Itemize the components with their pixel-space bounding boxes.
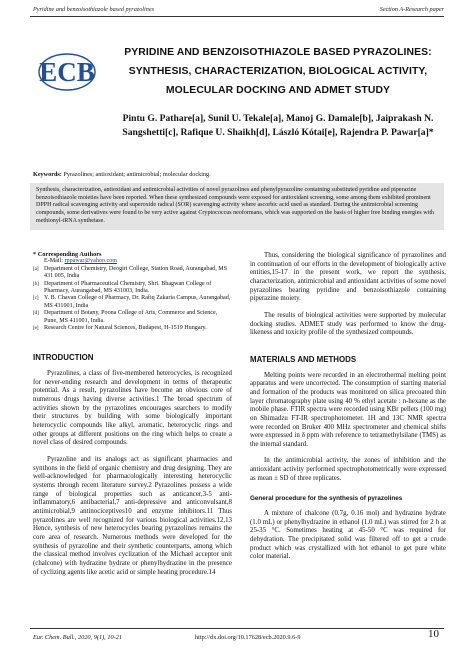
intro-paragraph: Pyrazolines, a class of five-membered heterocycles, is recognized for never-ending research and development in terms of therapeutic potential. As a result, pyrazolines have become an obvious core of numerous drugs having diverse activities.1 The broad spectrum of activities shown by the pyrazolines encourages searchers to modify their structures by building with some biologically important heterocyclic compounds like alkyl, aromatic, heterocyclic rings and other groups at different positions on the ring which helps to create a novel class of desired compounds. (33, 370, 232, 447)
abstract-box: Synthesis, characterization, antioxidant and antimicrobial activities of novel pyrazolines and phenylpyrazoline containing substituted pyridine and piperazine benzoisothiazole moieties have been reported. When these synthesized compounds were exposed for antioxidant screening, some among them exhibited prominent DPPH radical scavenging activity and superoxide radical (SOR) scavenging activity where ascorbic acid used as standard. During the antimicrobial screening compounds, some derivatives were found to be very active against Cryptococcus neoformans, which was supported on the basis of higher free binding energies with methionyl-tRNA synthetase. (30, 183, 444, 230)
methods-paragraph: In the antimicrobial activity, the zones of inhibition and the antioxidant activity performed spectrophotometrically were expressed as mean ± SD of three replicates. (250, 457, 446, 482)
correspondence-block (33, 251, 232, 332)
running-head-right: Section A-Research paper (379, 6, 444, 13)
title-line: PYRIDINE AND BENZOISOTHIAZOLE BASED PYRAZOLINES: (124, 47, 432, 58)
affiliation-item: [d] Department of Botany, Poona College of Arts, Commerce and Science, Pune, MS 411001, India. (33, 310, 218, 324)
affiliation-item: [e] Research Centre for Natural Sciences, Budapest, H-1519 Hungary. (33, 325, 207, 332)
header-rule (30, 16, 444, 17)
email-link[interactable]: rppawar@yahoo.com (64, 258, 117, 265)
page-number: 10 (428, 628, 439, 640)
author-line: Pintu G. Pathare[a], Sunil U. Tekale[a], Manoj G. Damale[b], Jaiprakash N. (122, 113, 434, 124)
keywords-text: Pyrazolines; antioxidant; antimicrobial; molecular docking. (63, 171, 211, 178)
correspondence-label: * Corresponding Authors (33, 251, 102, 258)
keywords (33, 171, 443, 178)
email-label: E-Mail: (44, 258, 63, 265)
procedure-paragraph: A mixture of chalcone (0.7g, 0.16 mol) and hydrazine hydrate (1.0 mL) or phenylhydrazine in ethanol (1.0 mL) was stirred for 2 h at 25-35 °C. Sometimes heating at 45-50 °C was required for dehydration. The precipitated solid was filtered off to get a crude product which was crystallized with hot ethanol to get pure white color material. (250, 510, 446, 561)
running-head-left: Pyridine and benzoisothiazole based pyrazolines (33, 6, 154, 13)
author-list (108, 112, 448, 140)
intro-paragraph: Pyrazoline and its analogs act as significant pharmacies and synthons in the field of organic chemistry and drug designing. They are well-acknowledged for pharmacologically interesting heterocyclic systems through recent literature survey.2 Pyrazolines possess a wide range of biological properties such as anticancer,3-5 anti-inflammatory,6 antibacterial,7 anti-depressive and anticonvulsant,8 antimicrobial,9 antinociceptives10 and enzyme inhibitors.11 Thus pyrazolines are well recognized for various biological activities.12,13 Hence, synthesis of new heterocycles bearing pyrazolines remains the core area of research. Numerous methods were developed for the synthesis of pyrazoline and their synthetic counterparts, among which the classical method involves cyclization of the Michael acceptor unit (chalcone) with hydrazine hydrate or phenylhydrazine in the presence of cyclizing agents like acetic acid or simple heating procedure.14 (33, 456, 232, 576)
left-column (33, 251, 232, 577)
journal-logo (37, 50, 97, 94)
author-line: Sangshetti[c], Rafique U. Shaikh[d], László Kótai[e], Rajendra P. Pawar[a]* (122, 127, 434, 138)
section-heading-methods: MATERIALS AND METHODS (250, 354, 357, 364)
footer-doi[interactable]: http://dx.doi.org/10.17628/ecb.2020.9.6-9 (195, 634, 301, 641)
footer-rule (30, 628, 444, 629)
title-line: SYNTHESIS, CHARACTERIZATION, BIOLOGICAL ACTIVITY, (128, 66, 428, 77)
body-paragraph: Thus, considering the biological significance of pyrazolines and in continuation of our efforts in the development of biologically active entities,15-17 in the present work, we report the synthesis, characterization, antimicrobial and antioxidant activities of some novel pyrazolines bearing pyridine and benzoisothiazole containing piperazine moiety. (250, 252, 446, 303)
subsection-heading: General procedure for the synthesis of pyrazolines (250, 495, 403, 503)
section-heading-introduction: INTRODUCTION (33, 353, 94, 363)
right-column (250, 252, 446, 562)
affiliation-item: [c] Y. B. Chavan College of Pharmacy, Dr. Rafiq Zakaria Campus, Aurangabad, MS 431001, India (33, 295, 231, 309)
affiliation-item: [a] Department of Chemistry, Deogiri College, Station Road, Aurangabad, MS 431 005, India (33, 265, 228, 280)
article-title (108, 43, 448, 100)
title-line: MOLECULAR DOCKING AND ADMET STUDY (165, 85, 391, 96)
footer-journal: Eur. Chem. Bull., 2020, 9(1), 10-21 (33, 634, 123, 641)
logo-text: ECB (39, 57, 95, 87)
body-paragraph: The results of biological activities were supported by molecular docking studies. ADMET study was performed to know the drug-likeness and toxicity profile of the synthesized compounds. (250, 311, 446, 337)
keywords-label: Keywords: (33, 171, 62, 178)
methods-paragraph: Melting points were recorded in an electrothermal melting point apparatus and were uncorrected. The consumption of starting material and formation of the products was monitored on silica precoated thin layer chromatography plate using 40 % ethyl acetate : n-hexane as the mobile phase. FTIR spectra were recorded using KBr pellets (100 mg) on Shimadzu FT-IR spectrophotometer. 1H and 13C NMR spectra were recorded on Bruker 400 MHz spectrometer and chemical shifts were expressed in δ ppm with reference to tetramethylsilane (TMS) as the internal standard. (250, 371, 446, 448)
affiliation-item: [b] Department of Pharmaceutical Chemistry, Shri. Bhagwan College of Pharmacy, Aurangabad, MS 431003, India. (33, 280, 212, 295)
